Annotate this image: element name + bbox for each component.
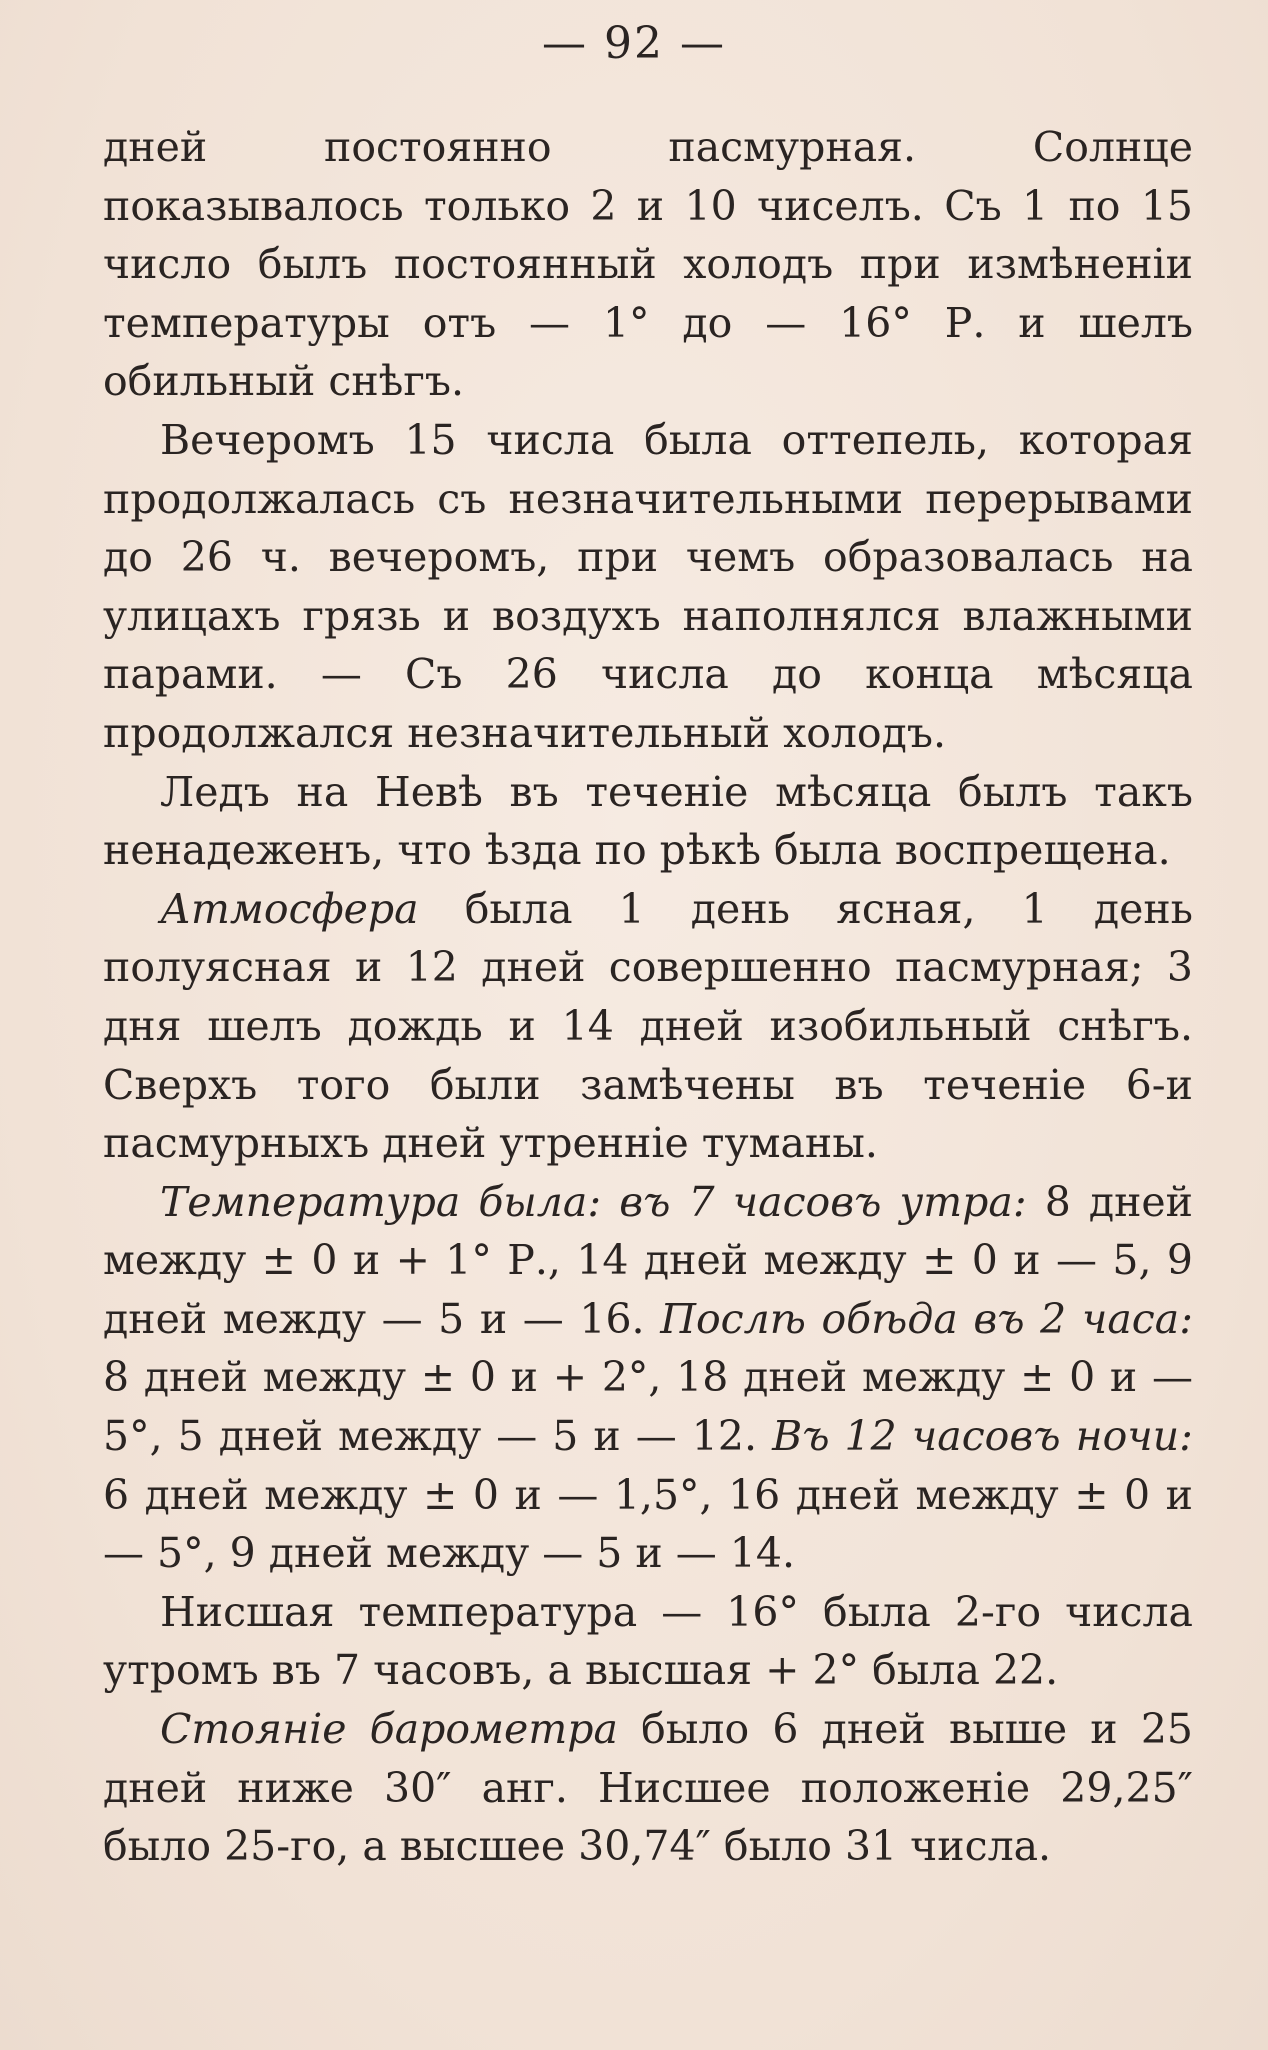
page-number: — 92 —: [542, 18, 726, 69]
italic-heading-barometer: Стояніе барометра: [160, 1705, 618, 1754]
paragraph-text: Нисшая температура — 16° была 2-го числа утромъ въ 7 часовъ, а высшая + 2° была 22.: [103, 1587, 1193, 1695]
italic-heading-morning: Температура была: въ 7 часовъ утра:: [160, 1177, 1027, 1226]
italic-heading-night: Въ 12 часовъ ночи:: [772, 1412, 1193, 1461]
italic-heading-afternoon: Послѣ обѣда въ 2 часа:: [660, 1294, 1194, 1343]
paragraph-atmosphere: [103, 880, 1193, 1173]
paragraph-text: была 1 день ясная, 1 день полуясная и 12 дней совершенно пасмурная; 3 дня шелъ дождь и 14 дней изобильный снѣгъ. Сверхъ того были замѣчены въ теченіе 6-и пасмурныхъ дней утренніе туманы.: [103, 884, 1193, 1168]
paragraph-thaw: [103, 411, 1193, 763]
paragraph-continued: [103, 118, 1193, 411]
paragraph-text: Вечеромъ 15 числа была оттепель, которая продолжалась съ незначительными перерывами до 26 ч. вечеромъ, при чемъ образовалась на улицахъ грязь и воздухъ наполнялся влажными парами. — Съ 26 числа до конца мѣсяца продолжался незначительный холодъ.: [103, 415, 1193, 757]
italic-heading-atmosphere: Атмосфера: [160, 884, 419, 933]
paragraph-barometer: [103, 1700, 1193, 1876]
paragraph-text: Ледъ на Невѣ въ теченіе мѣсяца былъ такъ ненадеженъ, что ѣзда по рѣкѣ была воспрещена.: [103, 767, 1193, 875]
paragraph-temperature: [103, 1173, 1193, 1583]
paragraph-neva-ice: [103, 763, 1193, 880]
paragraph-text: 8 дней между ± 0 и + 2°, 18 дней между ± 0 и — 5°, 5 дней между — 5 и — 12.: [103, 1353, 1193, 1461]
paragraph-text: 6 дней между ± 0 и — 1,5°, 16 дней между ± 0 и — 5°, 9 дней между — 5 и — 14.: [103, 1470, 1193, 1578]
body-text: [103, 118, 1193, 1876]
paragraph-extremes: [103, 1583, 1193, 1700]
paragraph-text: дней постоянно пасмурная. Солнце показывалось только 2 и 10 чиселъ. Съ 1 по 15 число былъ постоянный холодъ при измѣненіи температуры отъ — 1° до — 16° Р. и шелъ обильный снѣгъ.: [103, 123, 1193, 406]
paragraph-text: 8 дней между ± 0 и + 1° Р., 14 дней между ± 0 и — 5, 9 дней между — 5 и — 16.: [103, 1177, 1194, 1343]
paragraph-text: было 6 дней выше и 25 дней ниже 30″ анг. Нисшее положеніе 29,25″ было 25-го, а высшее 30,74″ было 31 числа.: [103, 1705, 1193, 1871]
